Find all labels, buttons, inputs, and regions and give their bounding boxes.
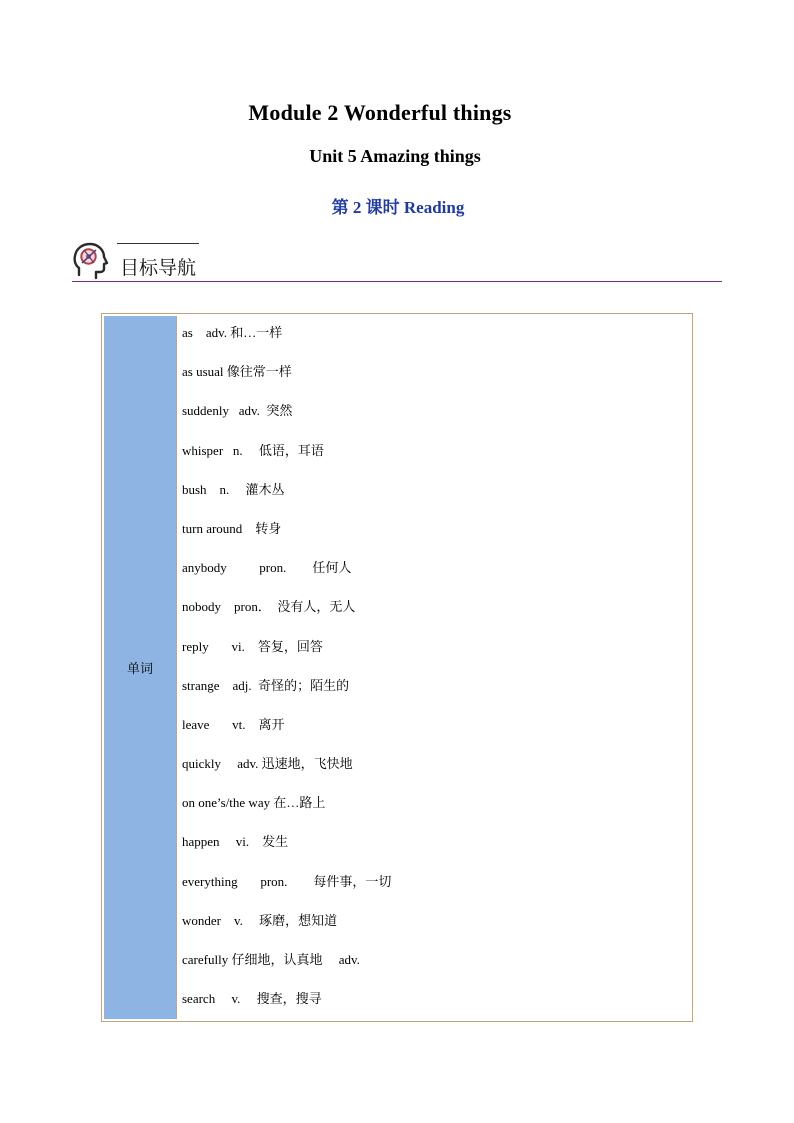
vocab-row: as usual 像往常一样 — [182, 364, 292, 380]
vocab-row: suddenly adv. 突然 — [182, 403, 293, 419]
section-divider — [72, 281, 722, 282]
vocabulary-table — [101, 313, 693, 1022]
vocab-row: search v. 搜查，搜寻 — [182, 991, 322, 1007]
section-label: 目标导航 — [120, 257, 197, 279]
vocab-row: whisper n. 低语，耳语 — [182, 442, 324, 458]
vocab-row: leave vt. 离开 — [182, 716, 285, 732]
vocab-row: everything pron. 每件事，一切 — [182, 873, 392, 889]
vocab-row: as adv. 和…一样 — [182, 325, 283, 340]
vocab-row: quickly adv. 迅速地，飞快地 — [182, 756, 353, 772]
vocab-row: bush n. 灌木丛 — [182, 481, 285, 497]
unit-title: Unit 5 Amazing things — [309, 146, 481, 166]
vocab-row: wonder v. 琢磨，想知道 — [182, 912, 338, 928]
section-overline — [117, 243, 199, 244]
vocab-row: anybody pron. 任何人 — [182, 560, 352, 576]
vocab-row: on one’s/the way 在…路上 — [182, 795, 326, 811]
vocab-row: nobody pron． 没有人，无人 — [182, 599, 356, 615]
vocab-row: strange adj. 奇怪的；陌生的 — [182, 677, 350, 693]
vocab-row: reply vi. 答复，回答 — [182, 638, 323, 654]
head-with-gears-icon — [72, 241, 110, 281]
vocab-row: carefully 仔细地，认真地 adv. — [182, 952, 360, 967]
vocab-row: happen vi. 发生 — [182, 834, 289, 850]
lesson-title: 第 2 课时 Reading — [331, 198, 465, 217]
module-title: Module 2 Wonderful things — [248, 100, 512, 125]
vocabulary-header-cell: 单词 — [104, 316, 177, 1019]
vocabulary-list — [182, 322, 688, 1027]
vocab-row: turn around 转身 — [182, 520, 282, 536]
